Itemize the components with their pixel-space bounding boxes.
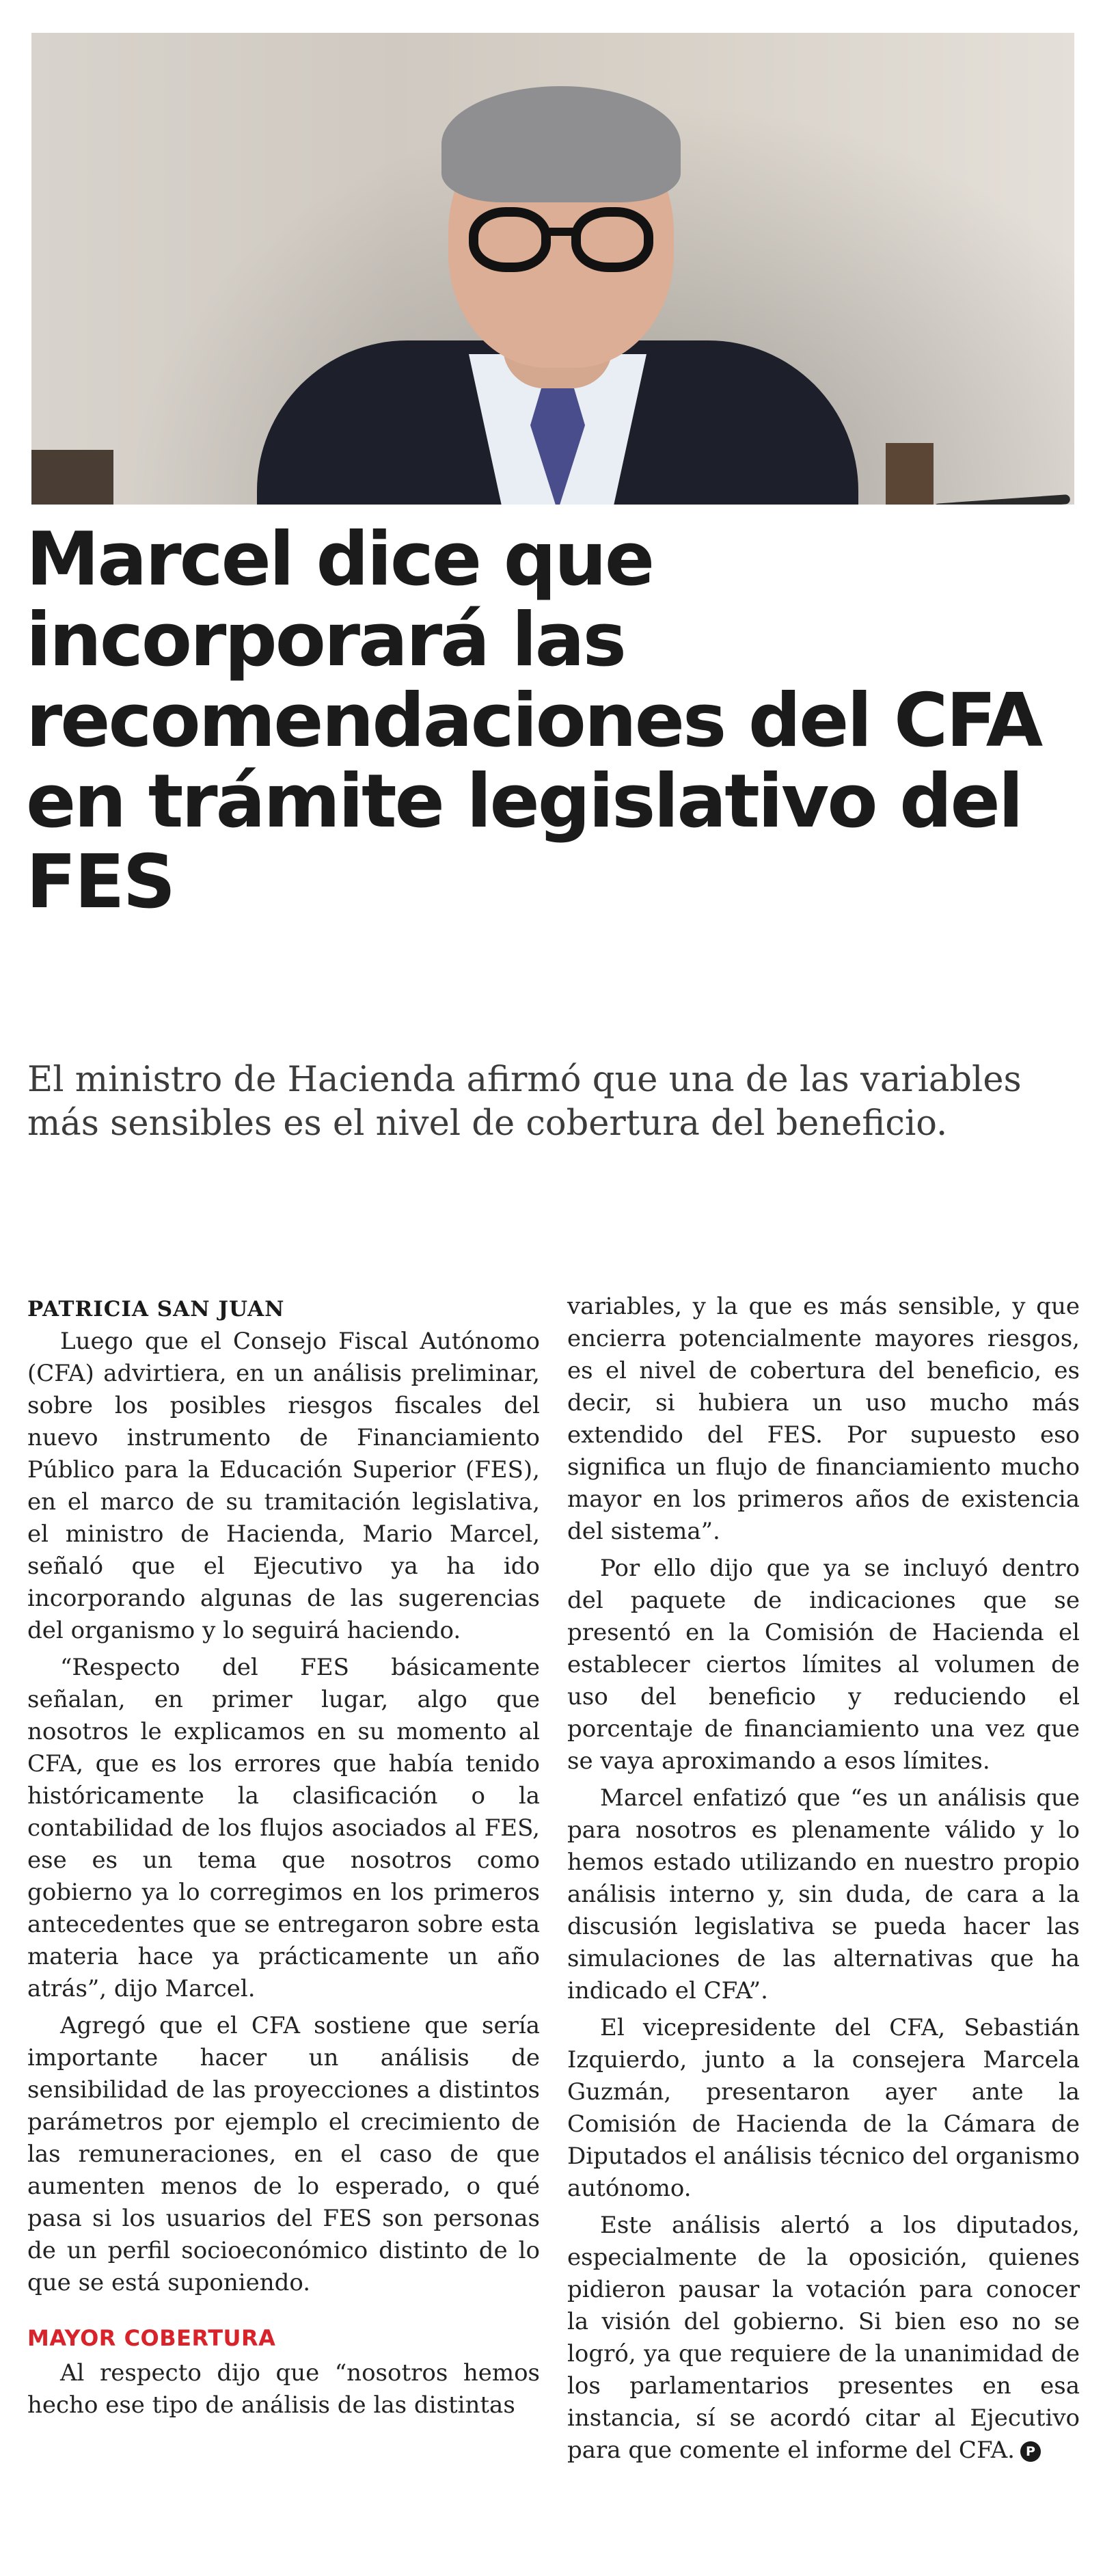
photo-chair-right — [886, 443, 934, 505]
photo-hair — [441, 86, 681, 202]
article-headline: Marcel dice que incorporará las recomendaciones del CFA en trámite legislativo del FES — [26, 517, 1041, 925]
photo-glasses-right — [571, 207, 653, 272]
article-paragraph-1: Luego que el Consejo Fiscal Autónomo (CFA) advirtiera, en un análisis preliminar, sobre los posibles riesgos fiscales del nuevo instrumento de Financiamiento Público para la Educación Superior (FES), en el marco de su tramitación legislativa, el ministro de Hacienda, Mario Marcel, señaló que el Ejecutivo ya ha ido incorporando algunas de las sugerencias del organismo y lo seguirá haciendo. — [27, 1328, 540, 1644]
end-of-article-icon: P — [1020, 2441, 1041, 2462]
article-paragraph-4-continued: variables, y la que es más sensible, y que encierra potencialmente mayores riesgos, es el nivel de cobertura del beneficio, es decir, si hubiera un uso mucho más extendido del FES. Por supuesto eso significa un flujo de financiamiento mucho mayor en los primeros años de existencia del sistema”. — [567, 1293, 1080, 1545]
article-subtitle: El ministro de Hacienda afirmó que una de las variables más sensibles es el nivel de cobertura del beneficio. — [27, 1060, 1022, 1144]
article-paragraph-5: Por ello dijo que ya se incluyó dentro del paquete de indicaciones que se presentó en la Comisión de Hacienda el establecer ciertos límites al volumen de uso del beneficio y reduciendo el porcentaje de financiamiento una vez que se vaya aproximando a esos límites. — [567, 1555, 1080, 1775]
section-heading: MAYOR COBERTURA — [27, 2325, 276, 2351]
article-paragraph-final-text: Este análisis alertó a los diputados, especialmente de la oposición, quienes pidieron pausar la votación para conocer la visión del gobierno. Si bien eso no se logró, ya que requiere de la unanimidad de los parlamentarios presentes en esa instancia, sí se acordó citar al Ejecutivo para que comente el informe del CFA. — [567, 2212, 1080, 2464]
article-byline: PATRICIA SAN JUAN — [27, 1297, 285, 1321]
article-paragraph-6: Marcel enfatizó que “es un análisis que para nosotros es plenamente válido y lo hemos estado utilizando en nuestro propio análisis interno y, sin duda, de cara a la discusión legislativa se pueda hacer las simulaciones de las alternativas que ha indicado el CFA”. — [567, 1784, 1080, 2004]
photo-glasses-bridge — [549, 228, 574, 236]
article-column-right — [567, 1291, 1080, 2471]
article-paragraph-7: El vicepresidente del CFA, Sebastián Izquierdo, junto a la consejera Marcela Guzmán, presentaron ayer ante la Comisión de Hacienda de la Cámara de Diputados el análisis técnico del organismo autónomo. — [567, 2014, 1080, 2202]
article-paragraph-3: Agregó que el CFA sostiene que sería importante hacer un análisis de sensibilidad de las proyecciones a distintos parámetros por ejemplo el crecimiento de las remuneraciones, en el caso de que aumenten menos de lo esperado, o qué pasa si los usuarios del FES son personas de un perfil socioeconómico distinto de lo que se está suponiendo. — [27, 2012, 540, 2296]
photo-glasses-left — [469, 207, 551, 272]
article-paragraph-final — [567, 2210, 1080, 2467]
article-column-left — [27, 1296, 540, 2426]
article-photo — [31, 33, 1074, 505]
article-paragraph-4-start: Al respecto dijo que “nosotros hemos hecho ese tipo de análisis de las distintas — [27, 2359, 540, 2419]
photo-chair-left — [31, 450, 113, 505]
article-paragraph-2: “Respecto del FES básicamente señalan, en primer lugar, algo que nosotros le explicamos en su momento al CFA, que es los errores que había tenido históricamente la clasificación o la contabilidad de los flujos asociados al FES, ese es un tema que nosotros como gobierno ya lo corregimos en los primeros antecedentes que se entregaron sobre esta materia hace ya prácticamente un año atrás”, dijo Marcel. — [27, 1654, 540, 2002]
